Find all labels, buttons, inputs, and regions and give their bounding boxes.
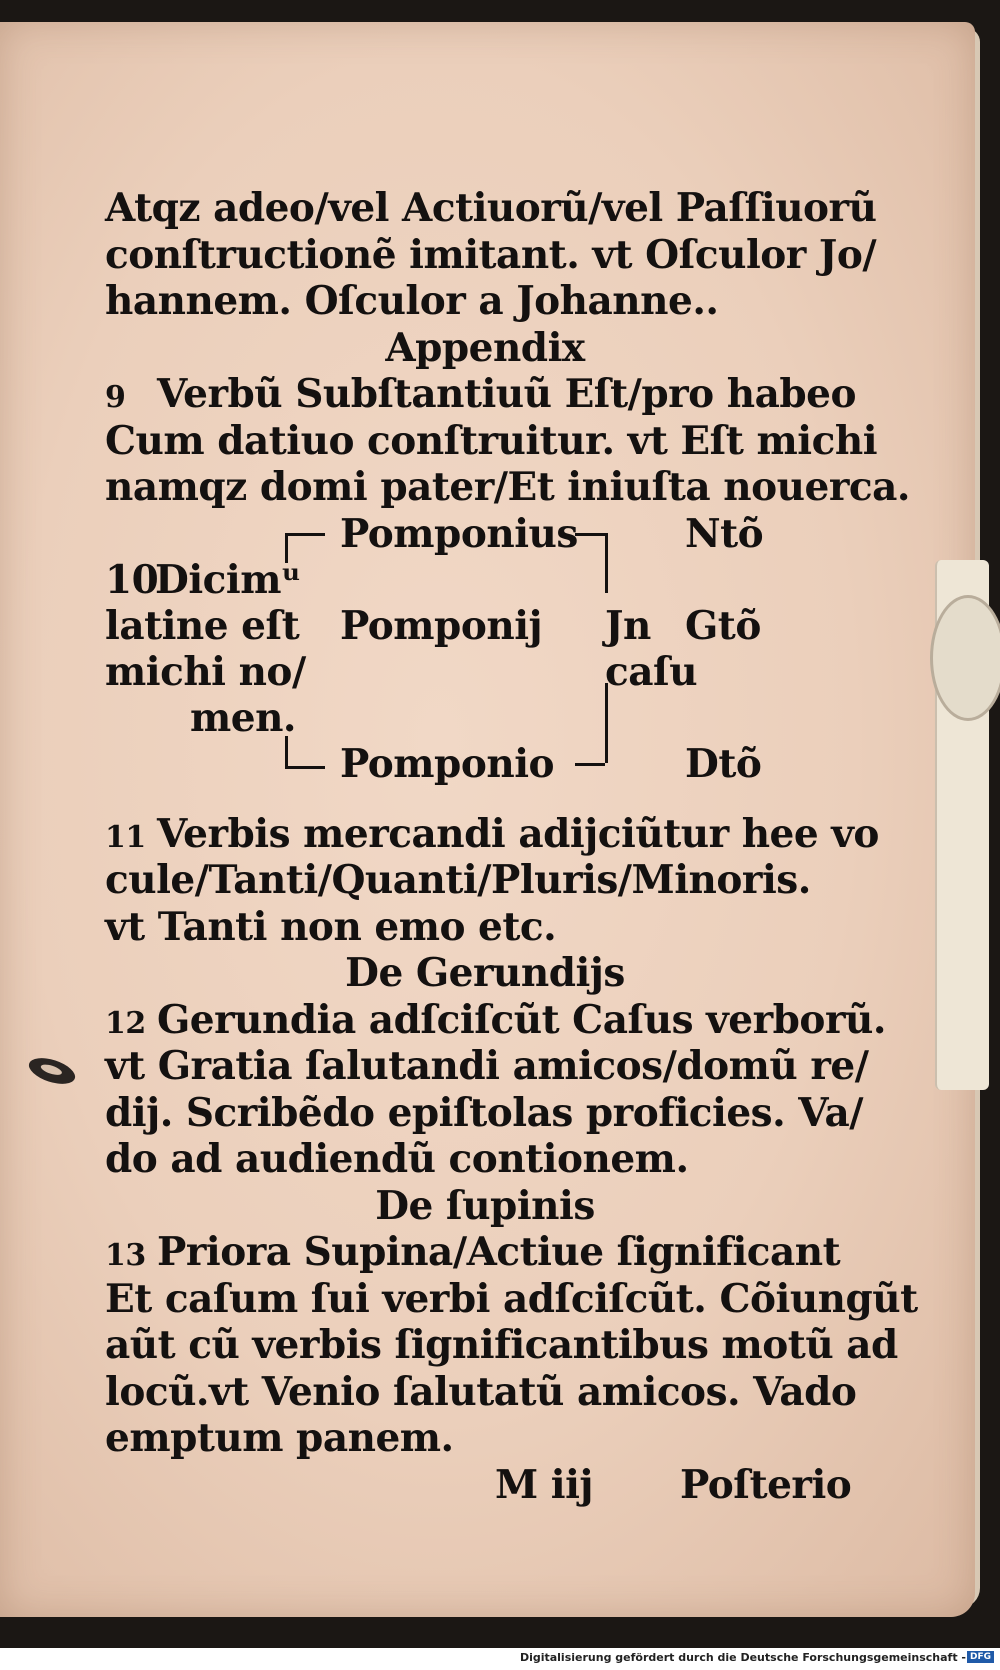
text-line: cule/Tanti/Quanti/Pluris/Minoris. [105,857,811,903]
text-line: Cum datiuo conſtruitur. vt Eſt michi [105,417,878,464]
section-heading: Appendix [385,324,585,371]
page-foot [105,1462,865,1509]
rule-line [105,1229,865,1276]
text-line: dij. Scribẽdo epiſtolas proficies. Va/ [105,1089,863,1136]
page-text [105,185,918,1508]
scheme-lead: michi no/ [105,648,306,695]
scheme-form: Pomponij [340,602,543,649]
text-line: vt Tanti non emo etc. [105,903,557,950]
brace-line [285,533,288,563]
text-line: emptum panem. [105,1415,454,1461]
funding-credit: Digitalisierung gefördert durch die Deutsche Forschungsgemeinschaft - [519,1651,966,1664]
signature-mark: M iij [495,1461,593,1508]
section-heading: De Gerundijs [345,950,625,996]
rule-number: 13 [105,1238,146,1273]
rule-number: 9 [105,380,126,415]
rule-text: Priora Supina/Actiue ſignificant [157,1229,841,1275]
brace-line [605,533,608,593]
brace-line [575,533,605,536]
section-heading: De ſupinis [375,1182,595,1229]
rule-text: Verbis mercandi adijciũtur hee vo [157,810,879,857]
text-line: aũt cũ verbis ſignificantibus motũ ad [105,1322,898,1368]
scheme-lead: latine eſt [105,602,300,649]
text-line: namqz domi pater/Et iniuſta nouerca. [105,464,910,510]
rule-line [105,810,879,858]
scheme-middle: Jn [605,602,651,649]
scheme-case: Gtõ [685,602,761,649]
scheme-form: Pomponius [340,510,578,557]
text-line: conſtructionẽ imitant. vt Oſculor Jo/ [105,231,877,278]
rule-line [105,996,886,1044]
scheme-case: Ntõ [685,510,764,557]
scheme-form: Pomponio [340,740,555,787]
footer-bar [0,1648,1000,1670]
text-line: vt Gratia ſalutandi amicos/domũ re/ [105,1043,869,1089]
text-line: Atqz adeo/vel Actiuorũ/vel Paſſiuorũ [105,185,877,231]
brace-line [285,736,288,766]
catchword: Poſterio [680,1461,852,1508]
text-line: do ad audiendũ contionem. [105,1136,689,1182]
paper-tab-curl [930,595,1000,721]
dfg-logo: DFG [967,1651,994,1663]
declension-scheme [105,511,865,811]
rule-line [105,371,865,418]
rule-number: 10 [105,556,159,603]
rule-text: Gerundia adſciſcũt Caſus verborũ. [157,996,886,1043]
scheme-lead: Dicimᵘ [155,556,301,603]
scheme-case: Dtõ [685,740,762,787]
brace-line [575,763,605,766]
text-line: Et caſum ſui verbi adſciſcũt. Cõiungũt [105,1275,918,1322]
text-line: hannem. Oſculor a Johanne.. [105,278,719,324]
scheme-lead: men. [190,694,297,741]
rule-number: 12 [105,1005,146,1041]
brace-line [285,533,325,536]
scheme-middle: caſu [605,648,698,695]
text-line: locũ.vt Venio ſalutatũ amicos. Vado [105,1368,857,1415]
rule-number: 11 [105,819,146,855]
rule-text: Verbũ Subſtantiuũ Eſt/pro habeo [157,371,856,417]
brace-line [285,766,325,769]
brace-line [605,683,608,763]
